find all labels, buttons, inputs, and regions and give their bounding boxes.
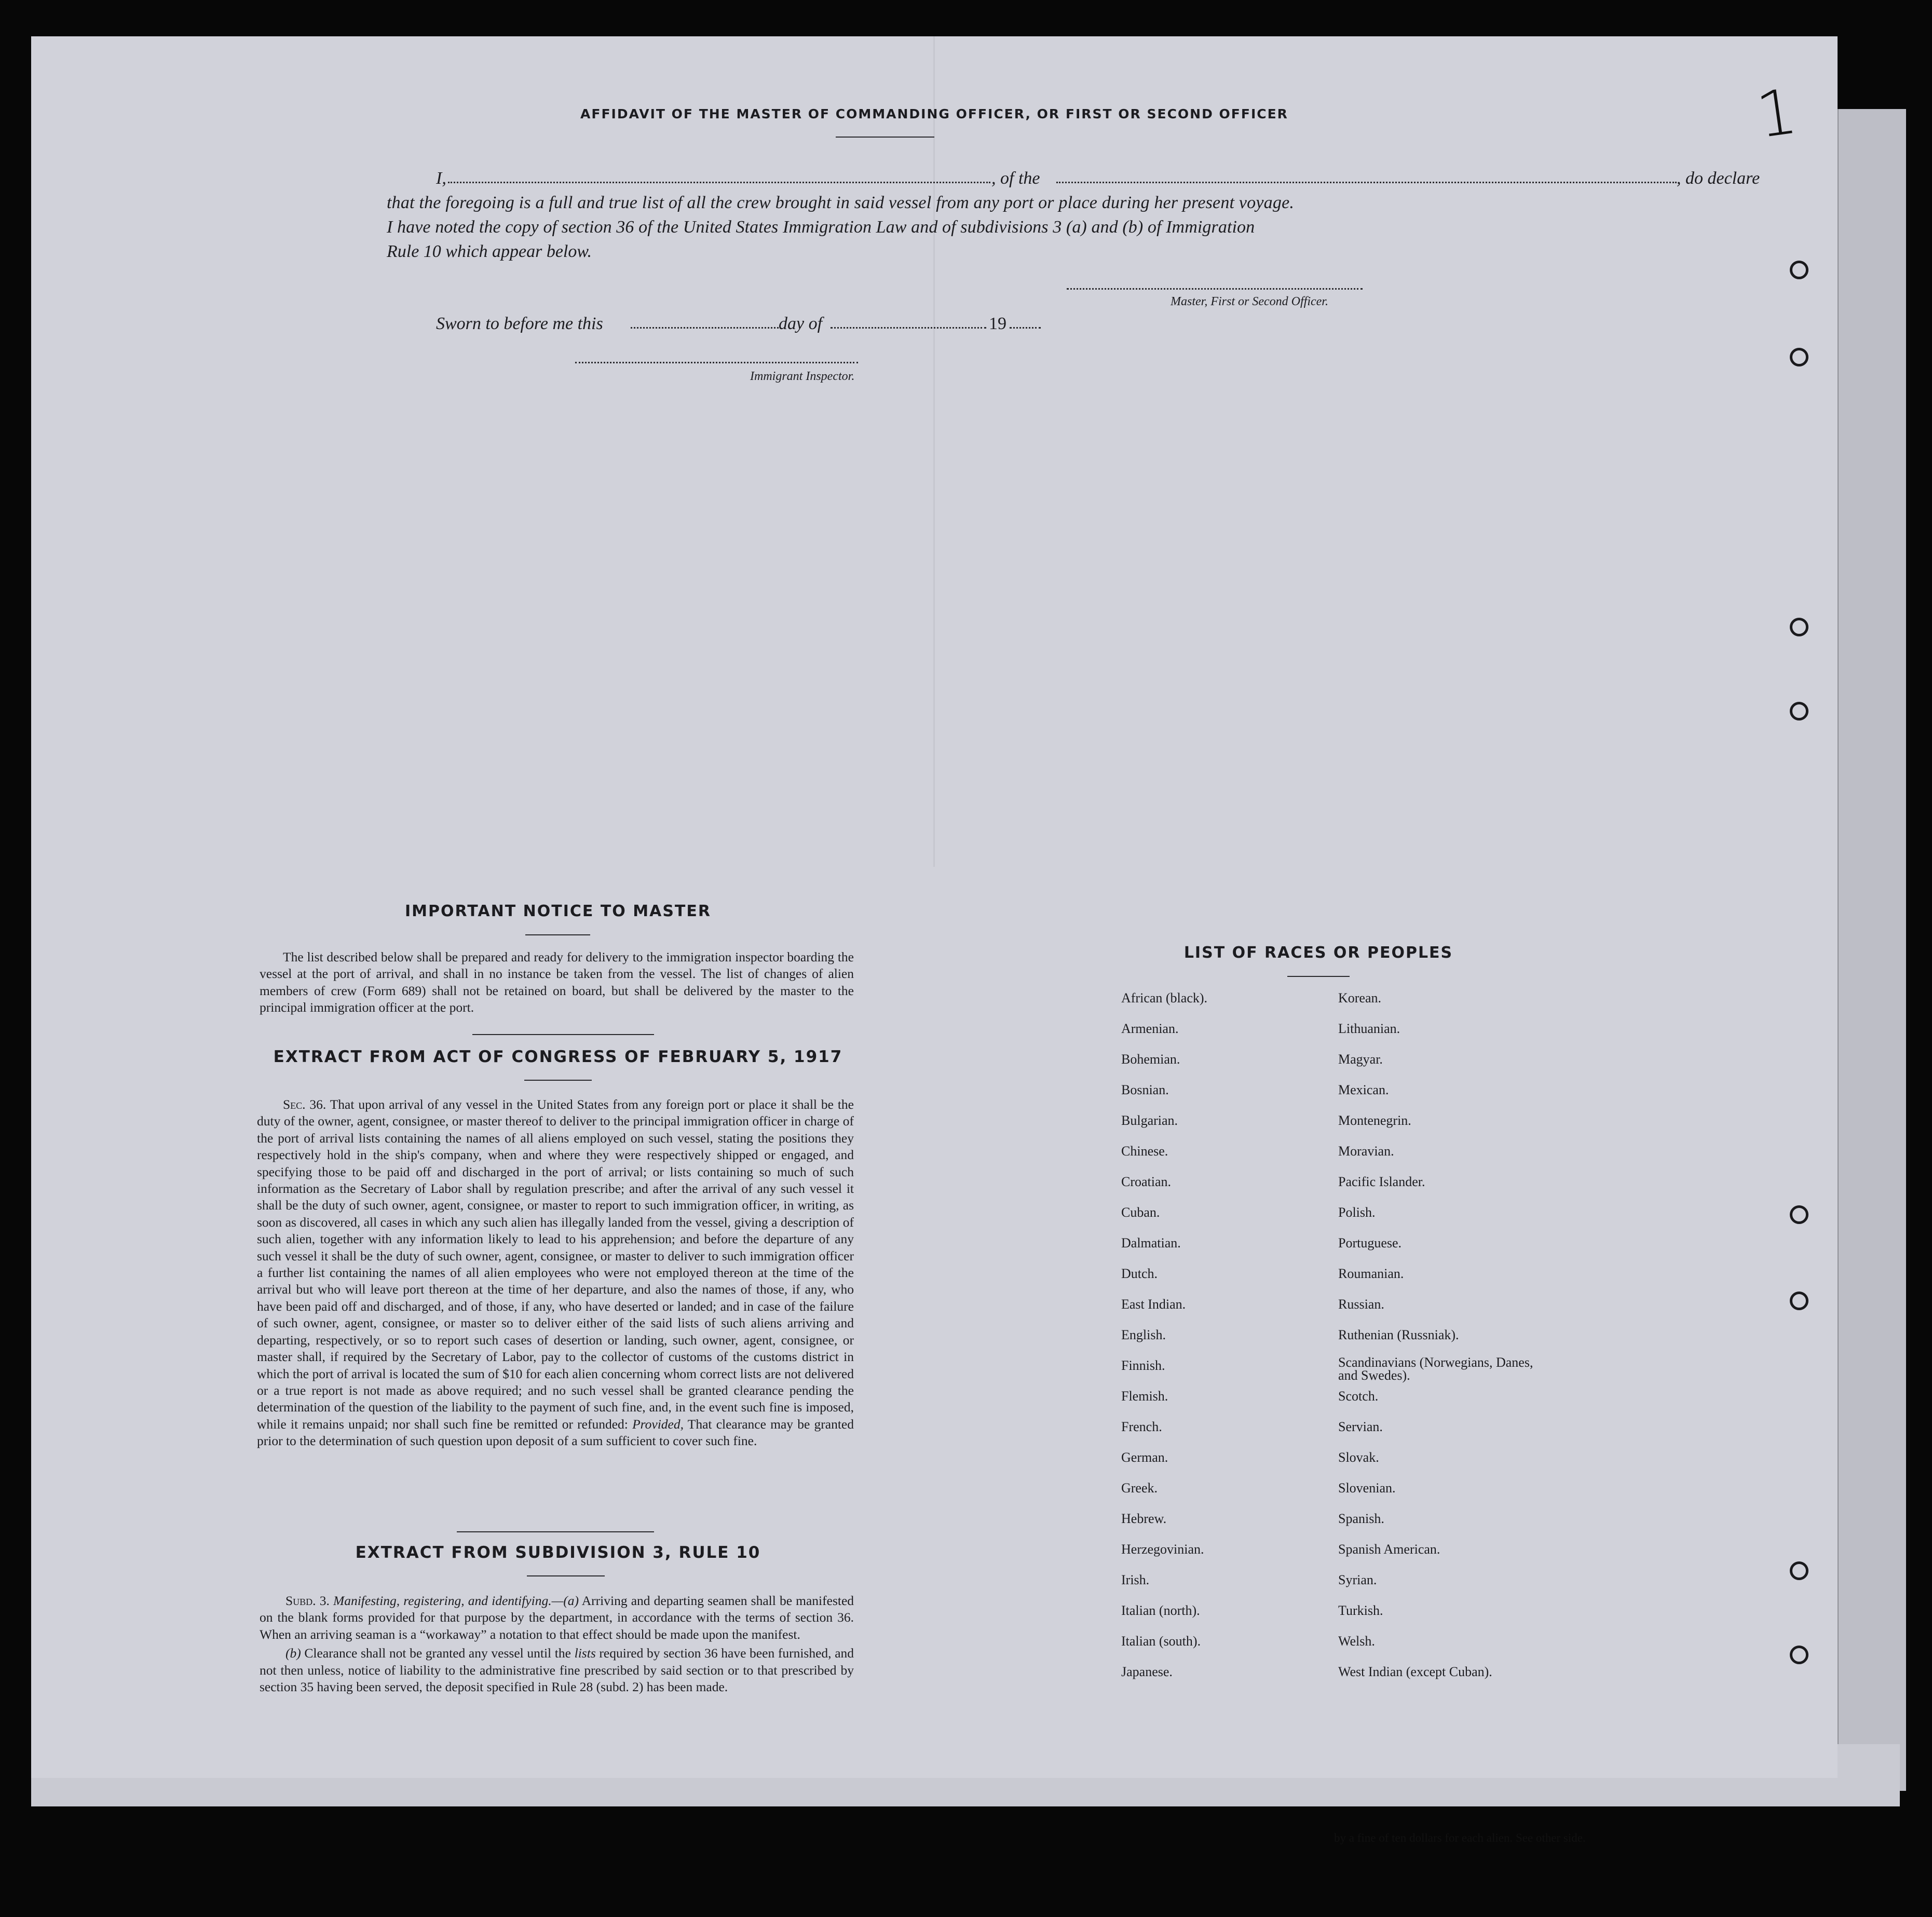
- race-entry: Moravian.: [1338, 1144, 1394, 1159]
- race-entry: Turkish.: [1338, 1603, 1383, 1618]
- act-title-rule: [524, 1080, 592, 1081]
- race-entry: Scandinavians (Norwegians, Danes, and Swedes).: [1338, 1355, 1533, 1383]
- race-entry: East Indian.: [1121, 1297, 1186, 1312]
- notice-paragraph: The list described below shall be prepared and ready for delivery to the immigration inspector boarding the vessel at the port of arrival, and shall in no instance be taken from the vessel. The list of changes of alien members of crew (Form 689) shall not be retained on board, but shall be delivered by the master to the principal immigration officer at the port.: [260, 949, 854, 1015]
- act-divider: [457, 1531, 654, 1532]
- race-entry: Russian.: [1338, 1297, 1384, 1312]
- rule-para-b-text-2: required by section 36 have been furnished, and not then unless, notice of liability to the administrative fine prescribed by said section or to that prescribed by section 35 having been served, the deposit specified in Rule 28 (subd. 2) has been made.: [260, 1646, 854, 1695]
- race-entry: Polish.: [1338, 1205, 1376, 1220]
- race-entry: Armenian.: [1121, 1021, 1179, 1036]
- punch-hole: [1790, 702, 1808, 720]
- rule-para-b-label: (b): [285, 1646, 301, 1661]
- punch-hole: [1790, 618, 1808, 636]
- rule-paragraph-a: [260, 1593, 854, 1643]
- notice-title: IMPORTANT NOTICE TO MASTER: [405, 902, 711, 920]
- act-proviso-text: That clearance may be granted prior to the determination of such question upon deposit of a sum sufficient to cover such fine.: [257, 1416, 854, 1449]
- sworn-text: Sworn to before me this: [436, 314, 603, 333]
- rule-subd-a: —(a): [551, 1593, 579, 1608]
- vessel-blank: [1056, 182, 1677, 183]
- race-entry: West Indian (except Cuban).: [1338, 1664, 1492, 1679]
- race-entry: Servian.: [1338, 1419, 1383, 1434]
- sworn-year-blank: [1010, 327, 1041, 329]
- race-entry: Bulgarian.: [1121, 1113, 1178, 1128]
- punch-hole: [1790, 348, 1808, 366]
- affidavit-of-the: , of the: [991, 169, 1040, 188]
- notice-title-rule: [525, 934, 590, 935]
- punch-hole: [1790, 1646, 1808, 1664]
- race-entry: Croatian.: [1121, 1174, 1172, 1189]
- race-entry: Syrian.: [1338, 1572, 1377, 1587]
- race-entry: German.: [1121, 1450, 1168, 1465]
- act-section-label: Sec. 36.: [283, 1097, 326, 1112]
- inspector-signature-line: [575, 362, 858, 363]
- sworn-day-of: day of: [779, 314, 823, 333]
- races-title-rule: [1287, 976, 1350, 977]
- race-entry: Bohemian.: [1121, 1052, 1180, 1067]
- officer-signature-line: [1067, 288, 1363, 290]
- inspector-label: Immigrant Inspector.: [750, 370, 855, 383]
- race-entry: Italian (south).: [1121, 1634, 1201, 1649]
- affidavit-line-2: that the foregoing is a full and true list of all the crew brought in said vessel from any port or place during her present voyage.: [387, 193, 1295, 212]
- rule-title-rule: [527, 1575, 605, 1576]
- race-entry: Cuban.: [1121, 1205, 1160, 1220]
- rule-title: EXTRACT FROM SUBDIVISION 3, RULE 10: [355, 1543, 761, 1562]
- race-entry: Dutch.: [1121, 1266, 1158, 1281]
- sworn-year-prefix: 19: [989, 314, 1006, 333]
- rule-para-a-text: Arriving and departing seamen shall be manifested on the blank forms provided for that purpose by the department, in accordance with the terms of section 36. When an arriving seaman is a “workaway” a notation to that effect should be made upon the manifest.: [260, 1593, 854, 1642]
- punch-hole: [1790, 1561, 1808, 1580]
- sworn-month-blank: [831, 327, 986, 329]
- race-entry: Welsh.: [1338, 1634, 1375, 1649]
- race-entry: Herzegovinian.: [1121, 1542, 1204, 1557]
- race-entry: Bosnian.: [1121, 1082, 1169, 1097]
- rule-subd-label: Subd. 3.: [285, 1593, 330, 1608]
- race-entry: Korean.: [1338, 990, 1382, 1005]
- sworn-line: [436, 311, 1111, 337]
- officer-label: Master, First or Second Officer.: [1171, 295, 1328, 308]
- race-entry: Montenegrin.: [1338, 1113, 1411, 1128]
- punch-hole: [1790, 1291, 1808, 1310]
- race-entry: Scotch.: [1338, 1389, 1379, 1404]
- race-entry: Mexican.: [1338, 1082, 1389, 1097]
- sworn-day-blank: [631, 327, 779, 329]
- rule-paragraph-b: [260, 1645, 854, 1695]
- punch-hole: [1790, 261, 1808, 279]
- rule-subd-heading: Manifesting, registering, and identifying.: [333, 1593, 552, 1608]
- race-entry: Slovak.: [1338, 1450, 1379, 1465]
- race-entry: Portuguese.: [1338, 1235, 1402, 1250]
- race-entry: Ruthenian (Russniak).: [1338, 1327, 1459, 1342]
- race-entry: Pacific Islander.: [1338, 1174, 1425, 1189]
- race-entry: Roumanian.: [1338, 1266, 1404, 1281]
- affidavit-title: AFFIDAVIT OF THE MASTER OF COMMANDING OFFICER, OR FIRST OR SECOND OFFICER: [580, 106, 1288, 121]
- underlying-page: [1838, 109, 1906, 1791]
- race-entry: Japanese.: [1121, 1664, 1173, 1679]
- punch-hole: [1790, 1205, 1808, 1224]
- race-entry: Finnish.: [1121, 1358, 1165, 1373]
- race-entry: Dalmatian.: [1121, 1235, 1181, 1250]
- affidavit-line-4: Rule 10 which appear below.: [387, 242, 592, 261]
- affidavit-do-declare: , do declare: [1677, 169, 1760, 188]
- race-entry: Chinese.: [1121, 1144, 1168, 1159]
- race-entry: Spanish.: [1338, 1511, 1384, 1526]
- notice-divider: [472, 1034, 654, 1035]
- race-entry: Flemish.: [1121, 1389, 1168, 1404]
- race-entry: English.: [1121, 1327, 1166, 1342]
- notice-text: [260, 949, 854, 1016]
- affidavit-line-3: I have noted the copy of section 36 of the United States Immigration Law and of subdivisions 3 (a) and (b) of Immigration: [387, 217, 1255, 237]
- race-entry: Lithuanian.: [1338, 1021, 1400, 1036]
- race-entry: Hebrew.: [1121, 1511, 1167, 1526]
- races-title: LIST OF RACES OR PEOPLES: [1183, 944, 1453, 962]
- footer-fragment: by a fine of ten dollars for each alien. See other side.: [1334, 1831, 1586, 1844]
- act-paragraph: [257, 1096, 854, 1450]
- act-text: [257, 1096, 854, 1450]
- race-entry: African (black).: [1121, 990, 1208, 1005]
- race-entry: French.: [1121, 1419, 1162, 1434]
- page-fold: [933, 36, 935, 867]
- affidavit-declaration: [387, 166, 1760, 264]
- rule-para-b-lists: lists: [574, 1646, 596, 1661]
- race-entry: Slovenian.: [1338, 1480, 1396, 1495]
- race-entry: Magyar.: [1338, 1052, 1383, 1067]
- race-entry: Irish.: [1121, 1572, 1150, 1587]
- affidavit-i: I,: [436, 169, 446, 188]
- act-title: EXTRACT FROM ACT OF CONGRESS OF FEBRUARY 5, 1917: [273, 1048, 843, 1066]
- handwritten-page-number: 1: [1752, 75, 1802, 153]
- rule-para-b-text-1: Clearance shall not be granted any vessel until the: [304, 1646, 571, 1661]
- act-section-text: That upon arrival of any vessel in the United States from any foreign port or place it shall be the duty of the owner, agent, consignee, or master thereof to deliver to the principal immigration officer in charge of the port of arrival lists containing the names of all aliens employed on such vessel, stating the positions they respectively hold in the ship's company, when and where they were respectively shipped or engaged, and specifying those to be paid off and discharged in the port of arrival; or lists containing so much of such information as the Secretary of Labor shall by regulation prescribe; and after the arrival of any such vessel it shall be the duty of such owner, agent, consignee, or master to report to such immigration officer, in writing, as soon as discovered, all cases in which any such alien has illegally landed from the vessel, giving a description of such alien, together with any information likely to lead to his apprehension; and before the departure of any such vessel it shall be the duty of such owner, agent, consignee, or master to deliver to such immigration officer a further list containing the names of all alien employees who were not employed thereon at the time of the arrival but who will leave port thereon at the time of her departure, and also the names of those, if any, who have been paid off and discharged, and of those, if any, who have deserted or landed; and in case of the failure of such owner, agent, consignee, or master so to deliver either of the said lists of such aliens arriving and departing, respectively, or so to report such cases of desertion or landing, such owner, agent, consignee, or master shall, if required by the Secretary of Labor, pay to the collector of customs of the customs district in which the port of arrival is located the sum of $10 for each alien concerning whom correct lists are not delivered or a true report is not made as above required; and no such vessel shall be granted clearance pending the determination of the question of the liability to the payment of such fine, and, in the event such fine is imposed, while it remains unpaid; nor shall such fine be remitted or refunded:: [257, 1097, 854, 1432]
- race-entry: Italian (north).: [1121, 1603, 1200, 1618]
- rule-text: [260, 1593, 854, 1695]
- act-proviso-label: Provided,: [632, 1416, 684, 1432]
- race-entry: Spanish American.: [1338, 1542, 1440, 1557]
- race-entry: Greek.: [1121, 1480, 1158, 1495]
- name-blank: [448, 182, 990, 183]
- affidavit-title-rule: [836, 137, 934, 138]
